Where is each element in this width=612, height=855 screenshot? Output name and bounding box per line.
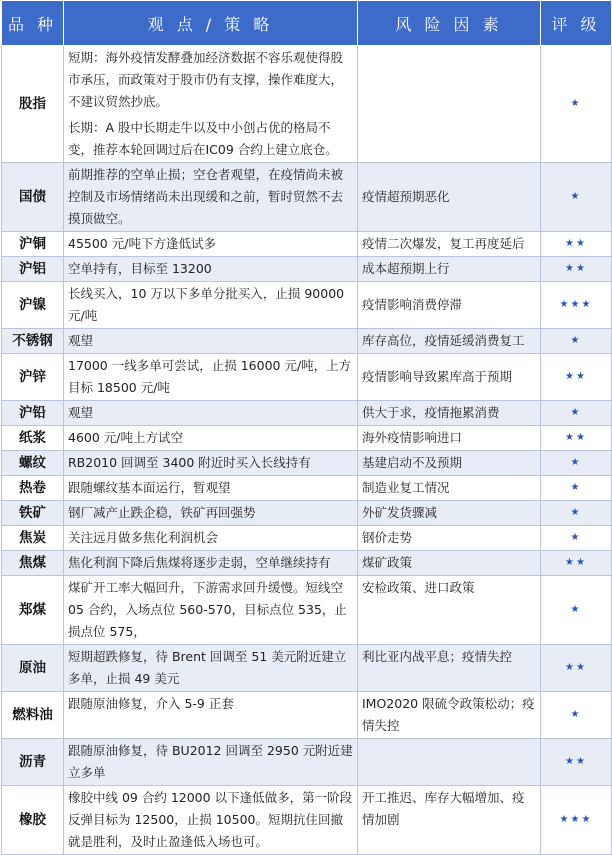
product-name: 焦煤: [2, 551, 64, 576]
table-row: [2, 645, 612, 692]
risk-cell: 海外疫情影响进口: [358, 426, 541, 451]
table-row: [2, 354, 612, 401]
product-name: 不锈钢: [2, 329, 64, 354]
rating-stars: ★: [541, 526, 612, 551]
rating-stars: ★: [541, 476, 612, 501]
table-row: [2, 329, 612, 354]
table-row: [2, 257, 612, 282]
table-row: [2, 401, 612, 426]
risk-cell: 疫情影响消费停滞: [358, 282, 541, 329]
rating-stars: ★★★: [541, 282, 612, 329]
risk-cell: [358, 46, 541, 163]
risk-cell: [358, 739, 541, 786]
table-row: [2, 739, 612, 786]
rating-stars: ★★: [541, 232, 612, 257]
table-row: [2, 426, 612, 451]
strategy-cell: [64, 46, 358, 163]
risk-cell: 供大于求，疫情拖累消费: [358, 401, 541, 426]
header-strategy: 观 点 / 策 略: [64, 1, 358, 46]
rating-stars: ★★: [541, 739, 612, 786]
product-name: 橡胶: [2, 786, 64, 855]
product-name: 螺纹: [2, 451, 64, 476]
product-name: 铁矿: [2, 501, 64, 526]
rating-stars: ★★: [541, 354, 612, 401]
header-rating: 评 级: [541, 1, 612, 46]
product-name: 郑煤: [2, 576, 64, 645]
rating-stars: ★★: [541, 426, 612, 451]
table-row: [2, 551, 612, 576]
product-name: 股指: [2, 46, 64, 163]
rating-stars: ★: [541, 163, 612, 232]
product-name: 沪铝: [2, 257, 64, 282]
table-row: [2, 232, 612, 257]
rating-stars: ★★: [541, 551, 612, 576]
strategy-cell: 4600 元/吨上方试空: [64, 426, 358, 451]
strategy-cell: 长线买入，10 万以下多单分批买入，止损 90000 元/吨: [64, 282, 358, 329]
product-name: 沥青: [2, 739, 64, 786]
table-row: [2, 526, 612, 551]
risk-cell: 外矿发货骤减: [358, 501, 541, 526]
strategy-cell: 17000 一线多单可尝试，止损 16000 元/吨，上方目标 18500 元/吨: [64, 354, 358, 401]
rating-stars: ★★★: [541, 786, 612, 855]
strategy-cell: 观望: [64, 329, 358, 354]
rating-stars: ★: [541, 329, 612, 354]
rating-stars: ★★: [541, 257, 612, 282]
product-name: 沪锌: [2, 354, 64, 401]
header-product: 品 种: [2, 1, 64, 46]
strategy-cell: 空单持有，目标至 13200: [64, 257, 358, 282]
strategy-short-term: 短期：海外疫情发酵叠加经济数据不容乐观使得股市承压，而政策对于股市仍有支撑，操作难度大，不建议贸然抄底。: [68, 50, 344, 109]
strategy-cell: 45500 元/吨下方逢低试多: [64, 232, 358, 257]
risk-cell: 煤矿政策: [358, 551, 541, 576]
product-name: 焦炭: [2, 526, 64, 551]
risk-cell: 疫情影响导致累库高于预期: [358, 354, 541, 401]
strategy-cell: RB2010 回调至 3400 附近时买入长线持有: [64, 451, 358, 476]
risk-cell: 成本超预期上行: [358, 257, 541, 282]
strategy-table: [1, 0, 612, 855]
rating-stars: ★: [541, 401, 612, 426]
strategy-cell: 橡胶中线 09 合约 12000 以下逢低做多，第一阶段反弹目标为 12500，止损 10500。短期抗住回撤就是胜利，及时止盈逢低入场也可。: [64, 786, 358, 855]
product-name: 纸浆: [2, 426, 64, 451]
table-row: [2, 46, 612, 163]
strategy-cell: 观望: [64, 401, 358, 426]
risk-cell: 利比亚内战平息；疫情失控: [358, 645, 541, 692]
product-name: 原油: [2, 645, 64, 692]
table-row: [2, 501, 612, 526]
table-row: [2, 451, 612, 476]
rating-stars: ★: [541, 501, 612, 526]
strategy-cell: 焦化利润下降后焦煤将逐步走弱，空单继续持有: [64, 551, 358, 576]
strategy-cell: 跟随原油修复，待 BU2012 回调至 2950 元附近建立多单: [64, 739, 358, 786]
risk-cell: 疫情二次爆发，复工再度延后: [358, 232, 541, 257]
rating-stars: ★: [541, 451, 612, 476]
risk-cell: 开工推迟、库存大幅增加、疫情加剧: [358, 786, 541, 855]
strategy-cell: 跟随螺纹基本面运行，暂观望: [64, 476, 358, 501]
strategy-long-term: 长期：A 股中长期走牛以及中小创占优的格局不变，推荐本轮回调过后在IC09 合约上建立底仓。: [68, 120, 338, 157]
product-name: 沪铅: [2, 401, 64, 426]
product-name: 燃料油: [2, 692, 64, 739]
strategy-cell: 煤矿开工率大幅回升，下游需求回升缓慢。短线空 05 合约，入场点位 560-570，目标点位 535，止损点位 575，: [64, 576, 358, 645]
risk-cell: 安检政策、进口政策: [358, 576, 541, 645]
product-name: 沪镍: [2, 282, 64, 329]
strategy-cell: 钢厂减产止跌企稳，铁矿再回强势: [64, 501, 358, 526]
table-row: [2, 576, 612, 645]
table-row: [2, 163, 612, 232]
table-row: [2, 692, 612, 739]
risk-cell: 疫情超预期恶化: [358, 163, 541, 232]
risk-cell: 钢价走势: [358, 526, 541, 551]
rating-stars: ★★: [541, 645, 612, 692]
strategy-cell: 关注远月做多焦化利润机会: [64, 526, 358, 551]
rating-stars: ★: [541, 46, 612, 163]
strategy-cell: 前期推荐的空单止损；空仓者观望，在疫情尚未被控制及市场情绪尚未出现缓和之前，暂时贸然不去摸顶做空。: [64, 163, 358, 232]
table-header-row: [2, 1, 612, 46]
table-row: [2, 282, 612, 329]
strategy-cell: 跟随原油修复，介入 5-9 正套: [64, 692, 358, 739]
table-row: [2, 786, 612, 855]
table-row: [2, 476, 612, 501]
risk-cell: 制造业复工情况: [358, 476, 541, 501]
header-risk: 风 险 因 素: [358, 1, 541, 46]
product-name: 沪铜: [2, 232, 64, 257]
risk-cell: IMO2020 限硫令政策松动；疫情失控: [358, 692, 541, 739]
product-name: 国债: [2, 163, 64, 232]
risk-cell: 库存高位，疫情延缓消费复工: [358, 329, 541, 354]
risk-cell: 基建启动不及预期: [358, 451, 541, 476]
rating-stars: ★: [541, 692, 612, 739]
product-name: 热卷: [2, 476, 64, 501]
rating-stars: ★: [541, 576, 612, 645]
strategy-cell: 短期超跌修复，待 Brent 回调至 51 美元附近建立多单，止损 49 美元: [64, 645, 358, 692]
